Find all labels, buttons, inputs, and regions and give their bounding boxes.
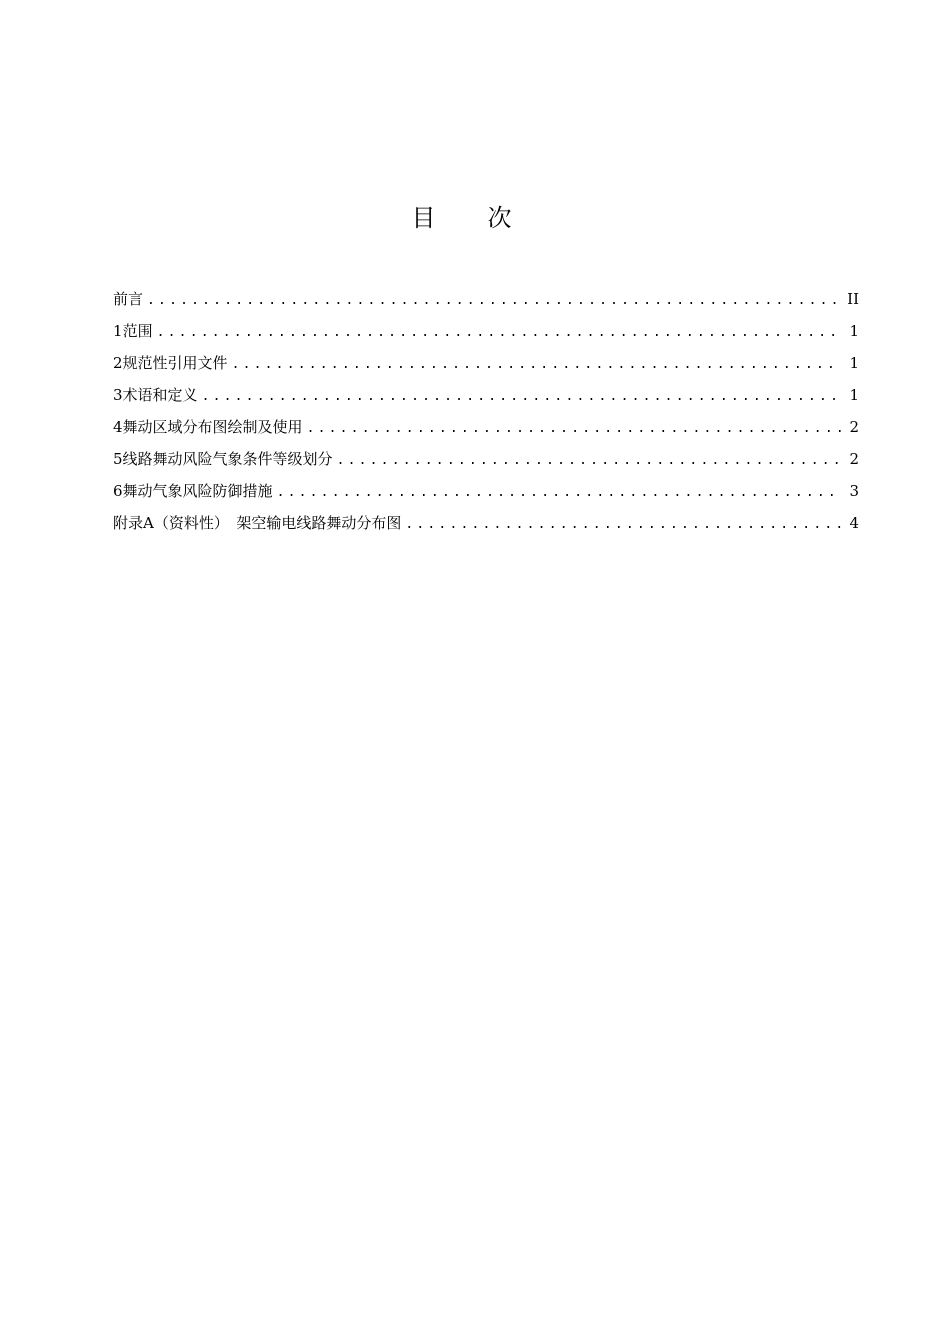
toc-leader-dots [232, 352, 841, 378]
toc-entry-terms-definitions[interactable] [113, 382, 859, 414]
toc-entry-defense-measures[interactable] [113, 478, 859, 510]
toc-entry-preface[interactable] [113, 286, 859, 318]
toc-entry-title: 术语和定义 [122, 386, 198, 404]
toc-entry-title: 线路舞动风险气象条件等级划分 [122, 450, 333, 468]
toc-entry-title: 附录A（资料性） 架空输电线路舞动分布图 [113, 514, 402, 532]
toc-leader-dots [307, 416, 841, 442]
toc-leader-dots [147, 288, 841, 314]
toc-entry-page: 3 [849, 482, 859, 500]
toc-entry-normative-references[interactable] [113, 350, 859, 382]
toc-entry-title: 前言 [113, 290, 144, 308]
toc-entry-page: 1 [849, 354, 859, 372]
toc-entry-page: 1 [849, 322, 859, 340]
toc-entry-number: 4 [113, 418, 123, 436]
toc-leader-dots [202, 384, 841, 410]
toc-leader-dots [277, 480, 841, 506]
toc-entry-page: 4 [849, 514, 859, 532]
toc-entry-number: 5 [113, 450, 123, 468]
toc-entry-appendix-a[interactable] [113, 510, 859, 542]
toc-entry-number: 6 [113, 482, 123, 500]
table-of-contents [113, 286, 859, 542]
toc-leader-dots [157, 320, 841, 346]
toc-entry-number: 1 [113, 322, 123, 340]
toc-entry-number: 2 [113, 354, 123, 372]
page-title: 目次 [411, 204, 564, 232]
toc-entry-page: 1 [849, 386, 859, 404]
toc-entry-page: 2 [849, 450, 859, 468]
toc-entry-title: 范围 [122, 322, 153, 340]
toc-entry-distribution-map[interactable] [113, 414, 859, 446]
toc-entry-page: 2 [849, 418, 859, 436]
toc-entry-title: 舞动区域分布图绘制及使用 [122, 418, 303, 436]
toc-leader-dots [337, 448, 841, 474]
toc-entry-number: 3 [113, 386, 123, 404]
toc-entry-scope[interactable] [113, 318, 859, 350]
toc-entry-title: 规范性引用文件 [122, 354, 228, 372]
toc-entry-risk-grading[interactable] [113, 446, 859, 478]
toc-leader-dots [405, 512, 841, 538]
toc-entry-title: 舞动气象风险防御措施 [122, 482, 273, 500]
toc-entry-page: II [847, 290, 859, 308]
